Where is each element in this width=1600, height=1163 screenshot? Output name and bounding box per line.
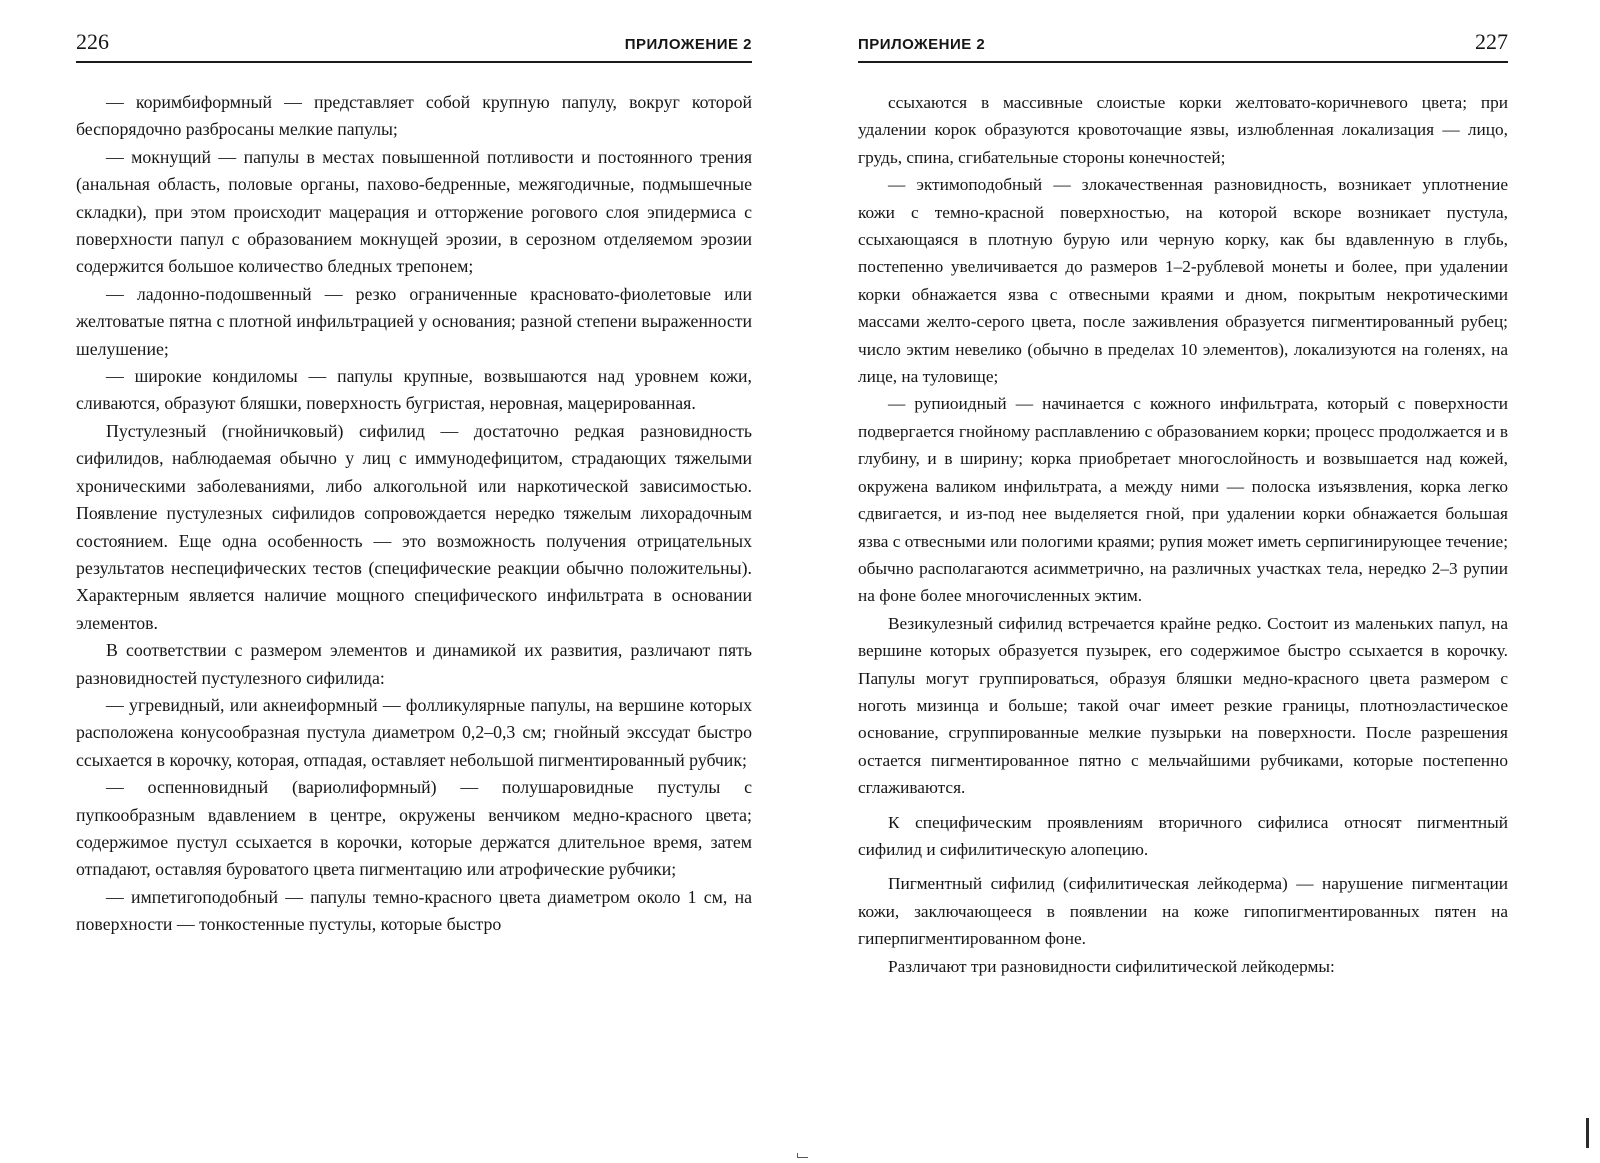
paragraph: — угревидный, или акнеиформный — фолликулярные папулы, на вершине которых расположена конусообразная пустула диаметром 0,2–0,3 см; гнойный экссудат быстро ссыхается в корочку, которая, отпадая, оставляет небольшой пигментированный рубчик; xyxy=(76,694,752,770)
paragraph: Пигментный сифилид (сифилитическая лейкодерма) — нарушение пигментации кожи, заключающееся в появлении на коже гипопигментированных пятен на гиперпигментированном фоне. xyxy=(858,874,1508,949)
paragraph: ссыхаются в массивные слоистые корки желтовато-коричневого цвета; при удалении корок образуются кровоточащие язвы, излюбленная локализация — лицо, грудь, спина, сгибательные стороны конечностей; xyxy=(858,93,1508,167)
paragraph: — оспенновидный (вариолиформный) — полушаровидные пустулы с пупкообразным вдавлением в центре, окружены венчиком медно-красного цвета; содержимое пустул ссыхается в корочки, которые держатся длительное время, затем отпадают, оставляя буроватого цвета пигментацию или атрофические рубчики; xyxy=(76,777,752,880)
right-running-title: ПРИЛОЖЕНИЕ 2 xyxy=(858,36,986,53)
paragraph: — коримбиформный — представляет собой крупную папулу, вокруг которой беспорядочно разбросаны мелкие папулы; xyxy=(76,92,752,140)
left-page-number: 226 xyxy=(76,29,109,54)
left-page xyxy=(76,28,752,939)
paragraph: — широкие кондиломы — папулы крупные, возвышаются над уровнем кожи, сливаются, образуют бляшки, поверхность бугристая, неровная, мацерированная. xyxy=(76,366,752,414)
right-body-text xyxy=(858,89,1508,980)
paragraph: Пустулезный (гнойничковый) сифилид — достаточно редкая разновидность сифилидов, наблюдаемая обычно у лиц с иммунодефицитом, страдающих тяжелыми хроническими заболеваниями, либо алкогольной или наркотической зависимостью. Появление пустулезных сифилидов сопровождается нередко тяжелым лихорадочным состоянием. Еще одна особенность — это возможность получения отрицательных результатов неспецифических тестов (специфические реакции обычно положительны). Характерным является наличие мощного специфического инфильтрата в основании элементов. xyxy=(76,420,752,633)
left-running-title: ПРИЛОЖЕНИЕ 2 xyxy=(624,36,752,53)
paragraph: В соответствии с размером элементов и динамикой их развития, различают пять разновидностей пустулезного сифилида: xyxy=(76,640,752,688)
paragraph: Различают три разновидности сифилитической лейкодермы: xyxy=(888,956,1335,976)
paragraph: К специфическим проявлениям вторичного сифилиса относят пигментный сифилид и сифилитическую алопецию. xyxy=(858,812,1508,859)
paragraph: — ладонно-подошвенный — резко ограниченные красновато-фиолетовые или желтоватые пятна с плотной инфильтрацией у основания; разной степени выраженности шелушение; xyxy=(76,283,752,359)
left-running-head xyxy=(76,28,752,63)
paragraph: — мокнущий — папулы в местах повышенной потливости и постоянного трения (анальная область, половые органы, пахово-бедренные, межягодичные, подмышечные складки), при этом происходит мацерация и отторжение рогового слоя эпидермиса с поверхности папул с образованием мокнущей эрозии, в серозном отделяемом эрозии содержится большое количество бледных трепонем; xyxy=(76,146,752,277)
paragraph: Везикулезный сифилид встречается крайне редко. Состоит из маленьких папул, на вершине которых образуется пузырек, его содержимое быстро ссыхается в корочку. Папулы могут группироваться, образуя бляшки медно-красного цвета размером с ноготь мизинца и больше; такой очаг имеет резкие границы, плотноэластическое основание, сгруппированные мелкие пузырьки на поверхности. После разрешения остается пигментированное пятно с мельчайшими рубчиками, которые постепенно сглаживаются. xyxy=(858,613,1508,798)
paragraph: — эктимоподобный — злокачественная разновидность, возникает уплотнение кожи с темно-красной поверхностью, на которой вскоре возникает пустула, ссыхающаяся в плотную бурую или черную корку, как бы вдавленную в глубь, постепенно увеличивается до размеров 1–2-рублевой монеты и более, при удалении корки обнажается язва с отвесными краями и дном, покрытым некротическими массами желто-серого цвета, после заживления образуется пигментированный рубец; число эктим невелико (обычно в пределах 10 элементов), локализуются на голенях, на лице, на туловище; xyxy=(858,175,1508,387)
gutter-scan-mark xyxy=(797,1153,808,1158)
right-page xyxy=(858,28,1508,980)
left-body-text xyxy=(76,89,752,939)
right-page-number: 227 xyxy=(1475,29,1508,54)
paragraph: — рупиоидный — начинается с кожного инфильтрата, который с поверхности подвергается гнойному расплавлению с образованием корки; процесс продолжается и в глубину, и в ширину; корка приобретает многослойность и возвышается над кожей, окружена валиком инфильтрата, а между ними — полоска изъязвления, корка легко сдвигается, и из-под нее выделяется гной, при удалении корки обнажается большая язва с отвесными или пологими краями; рупия может иметь серпигинирующее течение; обычно располагаются асимметрично, на различных участках тела, нередко 2–3 рупии на фоне более многочисленных эктим. xyxy=(858,394,1508,606)
paragraph: — импетигоподобный — папулы темно-красного цвета диаметром около 1 см, на поверхности — тонкостенные пустулы, которые быстро xyxy=(76,886,752,935)
right-running-head xyxy=(858,28,1508,63)
page-edge-mark xyxy=(1586,1118,1589,1148)
